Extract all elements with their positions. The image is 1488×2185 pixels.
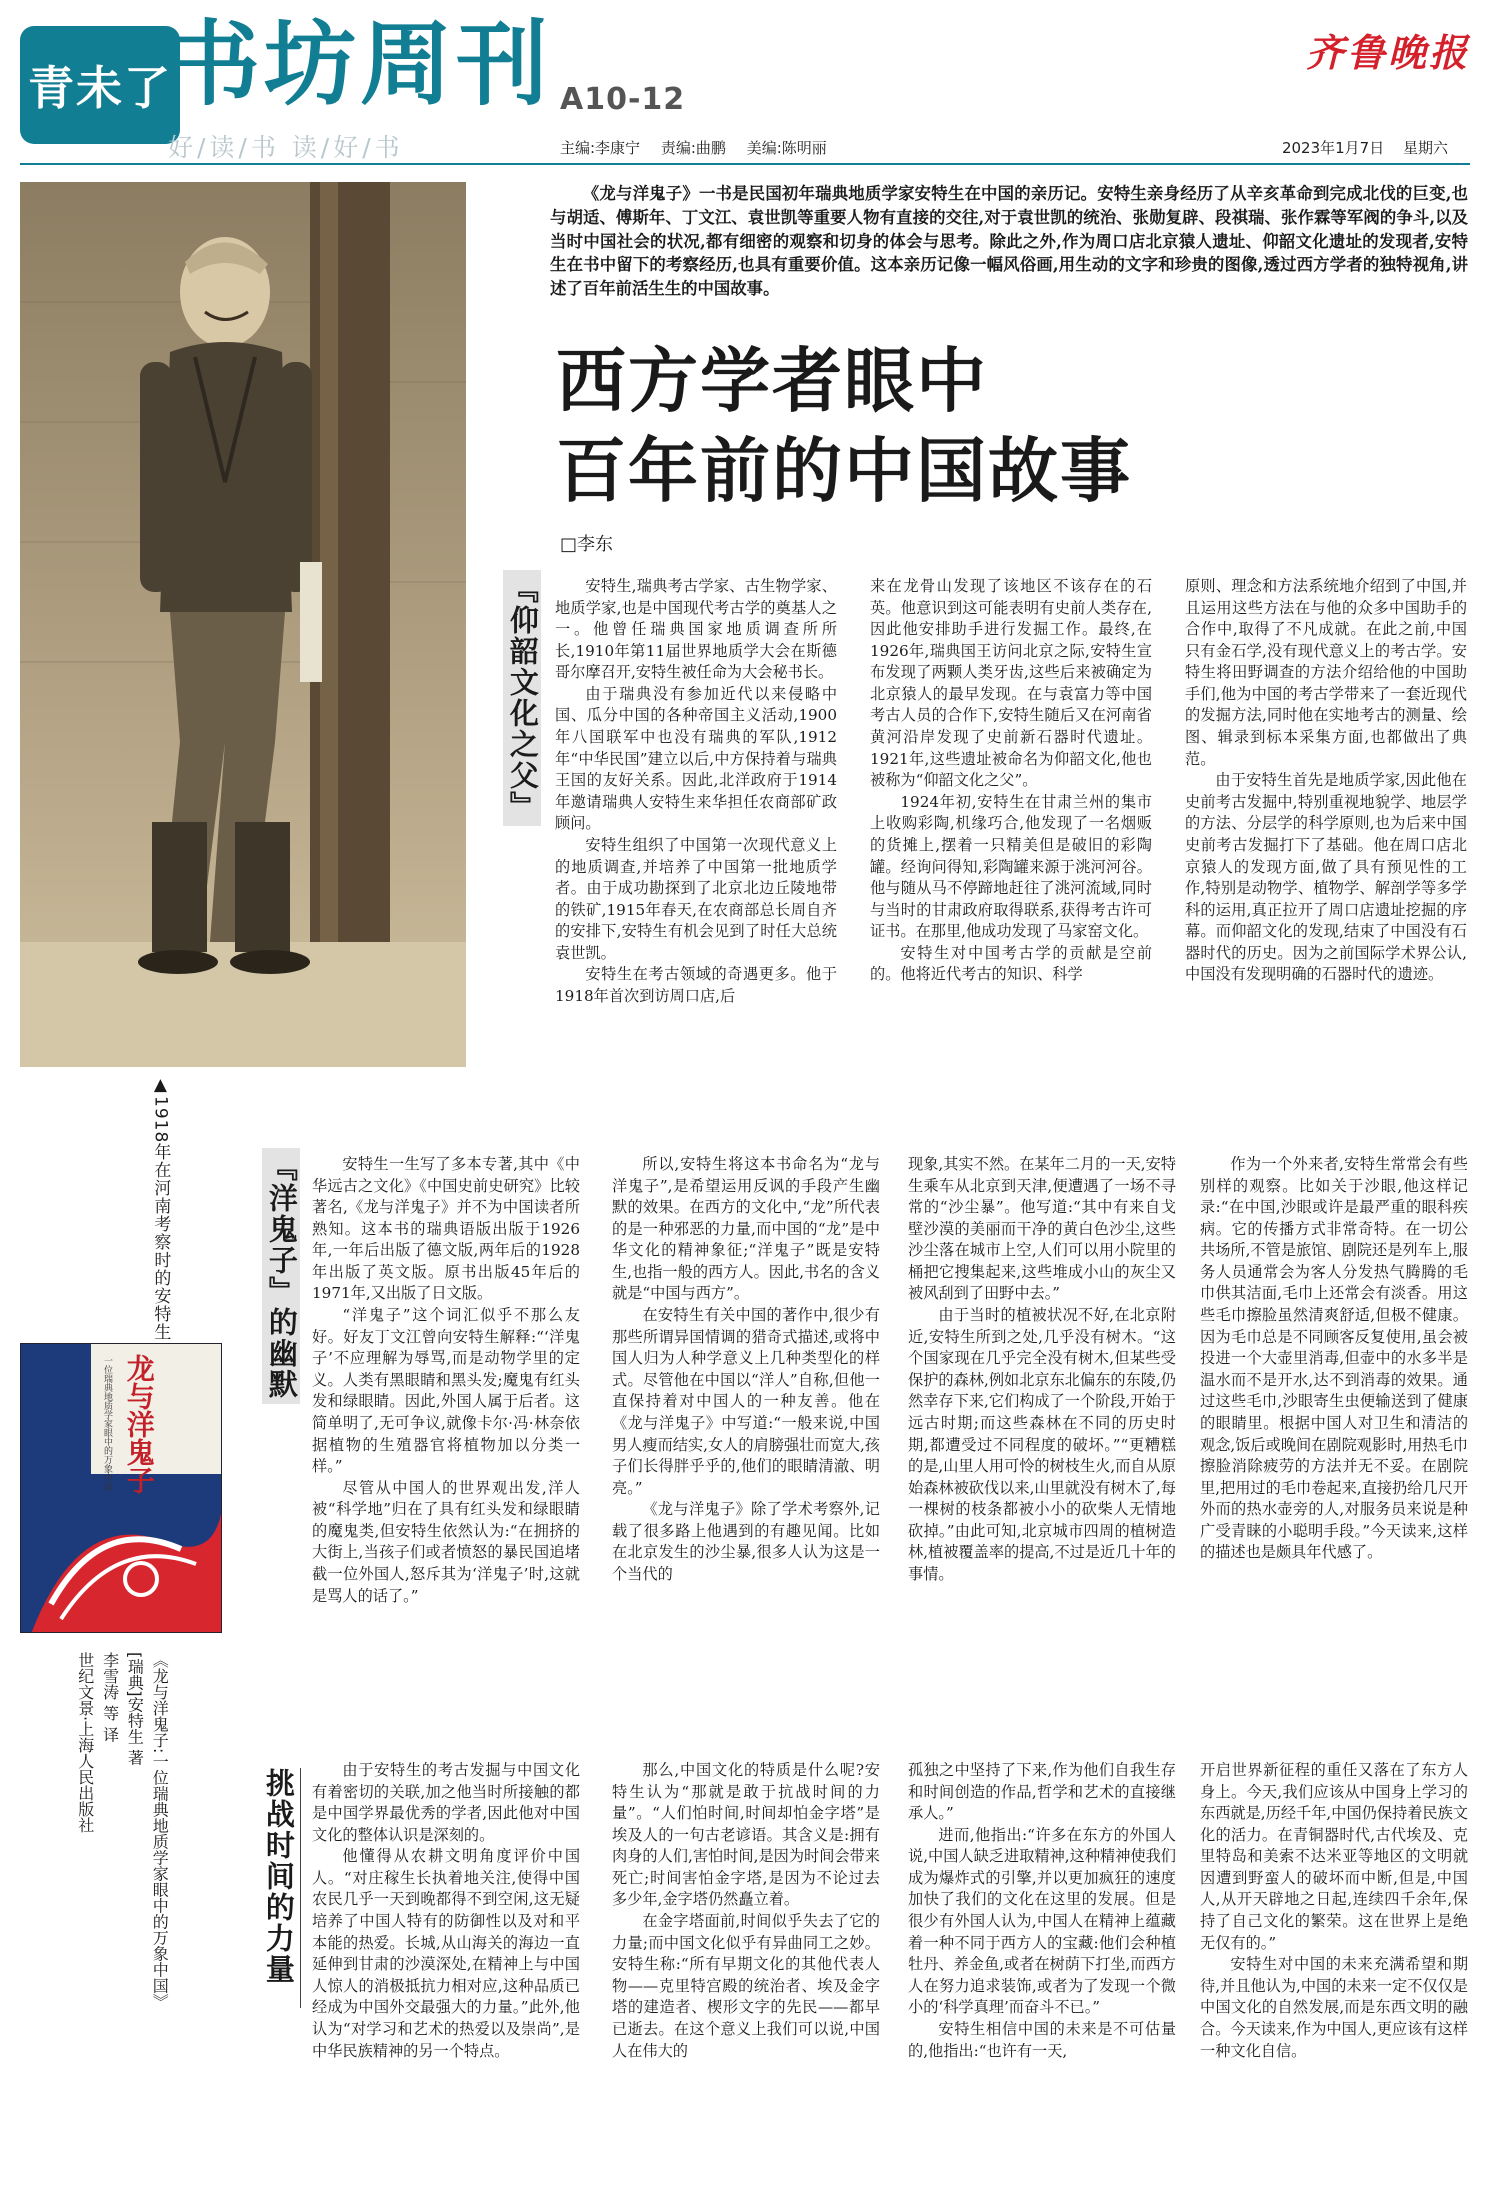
s2-c2-p3: 《龙与洋鬼子》除了学术考察外,记载了很多路上他遇到的有趣见闻。比如在北京发生的沙尘暴,很多人认为这是一个当代的 bbox=[612, 1500, 880, 1583]
s3-c1-p1: 由于安特生的考古发掘与中国文化有着密切的关联,加之他当时所接触的都是中国学界最优秀的学者,因此他对中国文化的整体认识是深刻的。 bbox=[312, 1761, 580, 1844]
s1-c2-p3: 安特生对中国考古学的贡献是空前的。他将近代考古的知识、科学 bbox=[870, 943, 1152, 984]
s1-c2-p2: 1924年初,安特生在甘肃兰州的集市上收购彩陶,机缘巧合,他发现了一名烟贩的货摊上,摆着一只精美但是破旧的彩陶罐。经询问得知,彩陶罐来源于洮河河谷。他与随从马不停蹄地赶往了洮河流域,同时与当时的甘肃政府取得联系,获得考古许可证书。在那里,他成功发现了马家窑文化。 bbox=[870, 792, 1152, 941]
dateline bbox=[1268, 137, 1448, 158]
headline-line-1: 西方学者眼中 bbox=[556, 339, 988, 422]
section-title: 书坊周刊 bbox=[168, 10, 553, 118]
s1-c1-p3: 安特生组织了中国第一次现代意义上的地质调查,并培养了中国第一批地质学者。由于成功勘探到了北京北边丘陵地带的铁矿,1915年春天,在农商部总长周自齐的安排下,安特生有机会见到了时任大总统袁世凯。 bbox=[555, 835, 837, 962]
book-info-translator: 李雪涛 等 译 bbox=[100, 1652, 120, 1743]
s3-c3-p3: 安特生相信中国的未来是不可估量的,他指出:“也许有一天, bbox=[908, 2019, 1176, 2060]
book-cover-title: 龙与洋鬼子 bbox=[122, 1354, 156, 1494]
section-3-col-2 bbox=[612, 1760, 880, 2170]
chief-editor: 主编:李康宁 bbox=[560, 139, 641, 157]
section-3-col-1 bbox=[312, 1760, 580, 2170]
s3-c4-p1: 开启世界新征程的重任又落在了东方人身上。今天,我们应该从中国身上学习的东西就是,历经千年,中国仍保持着民族文化的活力。在青铜器时代,古代埃及、克里特岛和美索不达米亚等地区的文明就因遭到野蛮人的破坏而中断,但是,中国人,从开天辟地之日起,连续四千余年,保持了自己文化的繁荣。这在世界上是绝无仅有的。” bbox=[1200, 1761, 1468, 1952]
s1-c1-p1: 安特生,瑞典考古学家、古生物学家、地质学家,也是中国现代考古学的奠基人之一。他曾任瑞典国家地质调查所所长,1910年第11届世界地质学大会在斯德哥尔摩召开,安特生被任命为大会秘书长。 bbox=[555, 577, 837, 682]
portrait-illustration bbox=[20, 182, 466, 1067]
section-slogan: 好/读/书 读/好/书 bbox=[168, 133, 404, 162]
responsible-editor: 责编:曲鹏 bbox=[660, 139, 726, 157]
book-info-title: 《龙与洋鬼子:一位瑞典地质学家眼中的万象中国》 bbox=[150, 1652, 170, 2010]
book-cover-subtitle: 一位瑞典地质学家眼中的万象中国 bbox=[102, 1356, 112, 1491]
s3-c2-p2: 在金字塔面前,时间似乎失去了它的力量;而中国文化似乎有异曲同工之妙。安特生称:“所有早期文化的其他代表人物——克里特宫殿的统治者、埃及金字塔的建造者、楔形文字的先民——都早已逝去。在这个意义上我们可以说,中国人在伟大的 bbox=[612, 1912, 880, 2060]
book-info-author: [瑞典]安特生 著 bbox=[125, 1652, 145, 1766]
section-3-col-4 bbox=[1200, 1760, 1468, 2170]
publish-date: 2023年1月7日 bbox=[1281, 139, 1385, 157]
s2-c1-p3: 尽管从中国人的世界观出发,洋人被“科学地”归在了具有红头发和绿眼睛的魔鬼类,但安特生依然认为:“在拥挤的大街上,当孩子们或者愤怒的暴民国追堵截一位外国人,怒斥其为‘洋鬼子’时,这就是骂人的话了。” bbox=[312, 1478, 580, 1605]
s2-c1-p1: 安特生一生写了多本专著,其中《中华远古之文化》《中国史前史研究》比较著名,《龙与洋鬼子》并不为中国读者所熟知。这本书的瑞典语版出版于1926年,一年后出版了德文版,两年后的1928年出版了英文版。原书出版45年后的1971年,又出版了日文版。 bbox=[312, 1155, 580, 1303]
s3-c1-p2: 他懂得从农耕文明角度评价中国人。“对庄稼生长执着地关注,使得中国农民几乎一天到晚都得不到空闲,这无疑培养了中国人特有的防御性以及对和平本能的热爱。长城,从山海关的海边一直延伸到甘肃的沙漠深处,在精神上与中国人惊人的消极抵抗力相对应,这种品质已经成为中国外交最强大的力量。”此外,他认为“对学习和艺术的热爱以及崇尚”,是中华民族精神的另一个特点。 bbox=[312, 1847, 580, 2060]
weekday: 星期六 bbox=[1402, 139, 1448, 157]
s3-c3-p1: 孤独之中坚持了下来,作为他们自我生存和时间创造的作品,哲学和艺术的直接继承人。” bbox=[908, 1761, 1176, 1823]
book-cover-art bbox=[21, 1344, 222, 1633]
headline-line-2: 百年前的中国故事 bbox=[556, 428, 1132, 512]
section-3-rule bbox=[300, 1768, 301, 2008]
s2-c3-p1: 现象,其实不然。在某年二月的一天,安特生乘车从北京到天津,便遭遇了一场不寻常的“沙尘暴”。他写道:“其中有来自戈壁沙漠的美丽而干净的黄白色沙尘,这些沙尘落在城市上空,人们可以用小院里的桶把它搜集起来,这些堆成小山的灰尘又被风刮到了田野中去。” bbox=[908, 1155, 1176, 1303]
art-editor: 美编:陈明丽 bbox=[746, 139, 827, 157]
book-info bbox=[70, 1652, 169, 2162]
s1-c3-p2: 由于安特生首先是地质学家,因此他在史前考古发掘中,特别重视地貌学、地层学的方法、分层学的科学原则,也为后来中国史前考古发掘打下了基础。他在周口店北京猿人的发现方面,做了具有预见性的工作,特别是动物学、植物学、解剖学等多学科的运用,真正拉开了周口店遗址挖掘的序幕。而仰韶文化的发现,结束了中国没有石器时代的历史。因为之前国际学术界公认,中国没有发现明确的石器时代的遗迹。 bbox=[1185, 771, 1467, 984]
section-2-col-3 bbox=[908, 1154, 1176, 1714]
newspaper-brand: 齐鲁晚报 bbox=[1305, 30, 1470, 75]
article-intro: 《龙与洋鬼子》一书是民国初年瑞典地质学家安特生在中国的亲历记。安特生亲身经历了从辛亥革命到完成北伐的巨变,也与胡适、傅斯年、丁文江、袁世凯等重要人物有直接的交往,对于袁世凯的统治、张勋复辟、段祺瑞、张作霖等军阀的争斗,以及当时中国社会的状况,都有细密的观察和切身的体会与思考。除此之外,作为周口店北京猿人遗址、仰韶文化遗址的发现者,安特生在书中留下的考察经历,也具有重要价值。这本亲历记像一幅风俗画,用生动的文字和珍贵的图像,透过西方学者的独特视角,讲述了百年前活生生的中国故事。 bbox=[550, 184, 1468, 299]
s1-c1-p2: 由于瑞典没有参加近代以来侵略中国、瓜分中国的各种帝国主义活动,1900年八国联军中也没有瑞典的军队,1912年“中华民国”建立以后,中方保持着与瑞典王国的友好关系。因此,北洋政府于1914年邀请瑞典人安特生来华担任农商部矿政顾问。 bbox=[555, 684, 837, 833]
s3-c2-p1: 那么,中国文化的特质是什么呢?安特生认为“那就是敢于抗战时间的力量”。“人们怕时间,时间却怕金字塔”是埃及人的一句古老谚语。其含义是:拥有肉身的人们,害怕时间,是因为时间会带来死亡;时间害怕金字塔,是因为不论过去多少年,金字塔仍然矗立着。 bbox=[612, 1761, 880, 1909]
masthead-rule bbox=[20, 163, 1470, 165]
editor-credits bbox=[560, 137, 843, 158]
section-2-col-1 bbox=[312, 1154, 580, 1714]
s1-c3-p1: 原则、理念和方法系统地介绍到了中国,并且运用这些方法在与他的众多中国助手的合作中,取得了不凡成就。在此之前,中国只有金石学,没有现代意义上的考古学。安特生将田野调查的方法介绍给他的中国助手们,他为中国的考古学带来了一套近现代的发掘方法,同时他在实地考古的测量、绘图、辑录到标本采集方面,也都做出了典范。 bbox=[1185, 577, 1467, 768]
book-cover bbox=[20, 1343, 222, 1633]
section-2-title: 『洋鬼子』的幽默 bbox=[262, 1148, 300, 1404]
section-2-col-4 bbox=[1200, 1154, 1468, 1714]
photo-caption: ▲1918年在河南考察时的安特生 bbox=[150, 1075, 171, 1342]
s2-c2-p1: 所以,安特生将这本书命名为“龙与洋鬼子”,是希望运用反讽的手段产生幽默的效果。在西方的文化中,“龙”所代表的是一种邪恶的力量,而中国的“龙”是中华文化的精神象征;“洋鬼子”既是安特生,也指一般的西方人。因此,书名的含义就是“中国与西方”。 bbox=[612, 1155, 880, 1303]
s1-c1-p4: 安特生在考古领域的奇遇更多。他于1918年首次到访周口店,后 bbox=[555, 965, 837, 1005]
section-1-col-2 bbox=[870, 576, 1152, 1106]
s3-c4-p2: 安特生对中国的未来充满希望和期待,并且他认为,中国的未来一定不仅仅是中国文化的自然发展,而是东西文明的融合。今天读来,作为中国人,更应该有这样一种文化自信。 bbox=[1200, 1955, 1468, 2060]
article-author: □李东 bbox=[560, 534, 614, 555]
s1-c2-p1: 来在龙骨山发现了该地区不该存在的石英。他意识到这可能表明有史前人类存在,因此他安排助手进行发掘工作。最终,在1926年,瑞典国王访问北京之际,安特生宣布发现了两颗人类牙齿,这些后来被确定为北京猿人的最早发现。在与袁富力等中国考古人员的合作下,安特生随后又在河南省黄河沿岸发现了史前新石器时代遗址。1921年,这些遗址被命名为仰韶文化,他也被称为“仰韶文化之父”。 bbox=[870, 577, 1152, 790]
section-3-title: 挑战时间的力量 bbox=[261, 1768, 296, 1985]
section-1-col-3 bbox=[1185, 576, 1467, 1106]
section-3-col-3 bbox=[908, 1760, 1176, 2170]
section-2-col-2 bbox=[612, 1154, 880, 1714]
book-info-publisher: 世纪文景·上海人民出版社 bbox=[75, 1652, 95, 1834]
section-1-title: 『仰韶文化之父』 bbox=[503, 570, 541, 826]
page-number: A10-12 bbox=[560, 82, 686, 117]
article-headline bbox=[556, 336, 1132, 515]
s2-c2-p2: 在安特生有关中国的著作中,很少有那些所谓异国情调的猎奇式描述,或将中国人归为人种学意义上几种类型化的样式。尽管他在中国以“洋人”自称,但他一直保持着对中国人的一种友善。他在《龙与洋鬼子》中写道:“一般来说,中国男人瘦而结实,女人的肩膀强壮而宽大,孩子们长得胖乎乎的,他们的眼睛清澈、明亮。” bbox=[612, 1306, 880, 1497]
portrait-photo bbox=[20, 182, 466, 1067]
column-logo: 青未了 bbox=[20, 26, 180, 144]
s2-c1-p2: “洋鬼子”这个词汇似乎不那么友好。好友丁文江曾向安特生解释:“‘洋鬼子’不应理解为辱骂,而是动物学里的定义。人类有黑眼睛和黑头发;魔鬼有红头发和绿眼睛。因此,外国人属于后者。这简单明了,无可争议,就像卡尔·冯·林奈依据植物的生殖器官将植物加以分类一样。” bbox=[312, 1306, 580, 1476]
section-1-col-1 bbox=[555, 576, 837, 1106]
s3-c3-p2: 进而,他指出:“许多在东方的外国人说,中国人缺乏进取精神,这种精神使我们成为爆炸式的引擎,并以更加疯狂的速度加快了我们的文化在这里的发展。但是很少有外国人认为,中国人在精神上蕴藏着一种不同于西方人的宝藏:他们会种植牡丹、养金鱼,或者在树荫下打坐,而西方人在努力追求装饰,或者为了发现一个微小的‘科学真理’而奋斗不已。” bbox=[908, 1825, 1176, 2017]
s2-c3-p2: 由于当时的植被状况不好,在北京附近,安特生所到之处,几乎没有树木。“这个国家现在几乎完全没有树木,但某些受保护的森林,例如北京东北偏东的东陵,仍然幸存下来,它们构成了一个阶段,开始于远古时期;而这些森林在不同的历史时期,都遭受过不同程度的破坏。”“更糟糕的是,山里人用可怜的树枝生火,而自从原始森林被砍伐以来,山里就没有树木了,每一棵树的枝条都被小小的砍柴人无情地砍掉。”由此可知,北京城市四周的植树造林,植被覆盖率的提高,不过是近几十年的事情。 bbox=[908, 1306, 1176, 1583]
s2-c4-p1: 作为一个外来者,安特生常常会有些别样的观察。比如关于沙眼,他这样记录:“在中国,沙眼或许是最严重的眼科疾病。它的传播方式非常奇特。在一切公共场所,不管是旅馆、剧院还是列车上,服务人员通常会为客人分发热气腾腾的毛巾供其洁面,毛巾上还常会有淡香。用这些毛巾擦脸虽然清爽舒适,但极不健康。因为毛巾总是不同顾客反复使用,虽会被投进一个大壶里消毒,但壶中的水多半是温水而不是开水,达不到消毒的效果。通过这些毛巾,沙眼寄生虫便输送到了健康的眼睛里。根据中国人对卫生和清洁的观念,饭后或晚间在剧院观影时,用热毛巾擦脸消除疲劳的方法并无不妥。在剧院里,把用过的毛巾卷起来,直接扔给几尺开外而的热水壶旁的人,对服务员来说是种广受青睐的小聪明手段。”今天读来,这样的描述也是颇具年代感了。 bbox=[1200, 1155, 1468, 1562]
